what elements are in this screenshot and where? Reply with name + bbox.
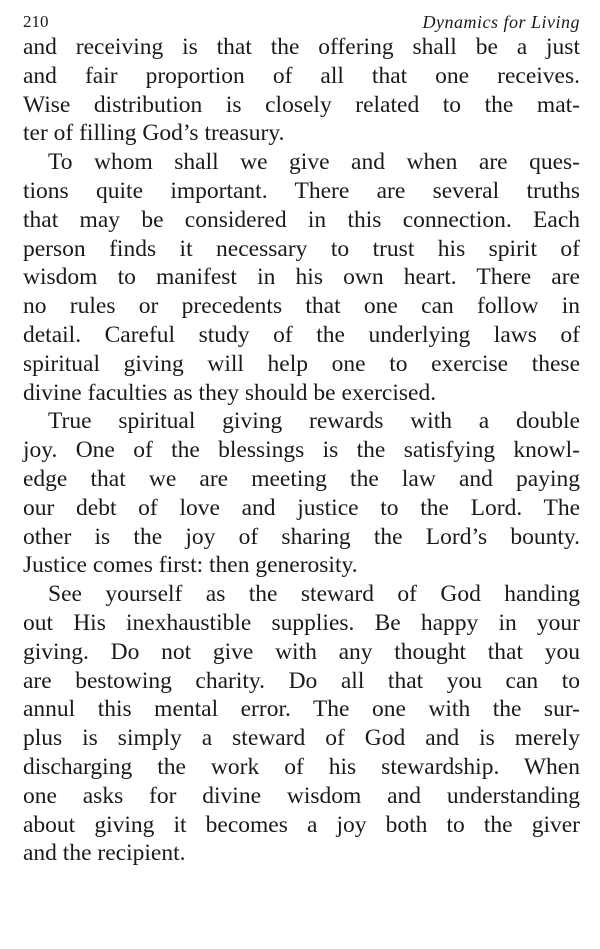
page-number: 210: [23, 12, 49, 31]
text-line: plus is simply a steward of God and is merely: [23, 725, 580, 752]
text-line: See yourself as the steward of God handing: [48, 581, 580, 608]
text-line: To whom shall we give and when are ques-: [48, 149, 580, 176]
text-line: divine faculties as they should be exercised.: [23, 379, 437, 406]
text-line: edge that we are meeting the law and paying: [23, 465, 580, 492]
paragraph: [23, 33, 580, 148]
text-line: wisdom to manifest in his own heart. There are: [23, 264, 580, 291]
text-line: annul this mental error. The one with the sur-: [23, 696, 580, 723]
text-line: and receiving is that the offering shall be a just: [23, 34, 580, 60]
text-line: True spiritual giving rewards with a double: [48, 408, 580, 435]
text-line: and the recipient.: [23, 840, 186, 867]
text-line: and fair proportion of all that one receives.: [23, 62, 580, 89]
text-line: one asks for divine wisdom and understanding: [23, 782, 580, 809]
text-line: other is the joy of sharing the Lord’s bounty.: [23, 523, 580, 550]
text-line: no rules or precedents that one can follow in: [23, 293, 580, 320]
text-line: ter of filling God’s treasury.: [23, 120, 285, 147]
text-line: tions quite important. There are several truths: [23, 177, 580, 204]
text-line: giving. Do not give with any thought that you: [23, 638, 580, 665]
text-line: detail. Careful study of the underlying laws of: [23, 321, 580, 348]
text-line: joy. One of the blessings is the satisfying knowl-: [23, 437, 580, 464]
page-body: [23, 33, 580, 868]
text-line: discharging the work of his stewardship. When: [23, 753, 580, 780]
running-title: Dynamics for Living: [422, 12, 580, 32]
text-line: Justice comes first: then generosity.: [23, 552, 358, 579]
text-line: person finds it necessary to trust his spirit of: [23, 235, 580, 262]
text-line: Wise distribution is closely related to the mat-: [23, 91, 580, 118]
text-line: out His inexhaustible supplies. Be happy in your: [23, 609, 580, 636]
paragraph: [23, 148, 580, 407]
paragraph: [23, 580, 580, 868]
text-line: about giving it becomes a joy both to the giver: [23, 811, 580, 838]
text-line: spiritual giving will help one to exercise these: [23, 350, 580, 377]
text-line: our debt of love and justice to the Lord. The: [23, 494, 580, 521]
paragraph: [23, 407, 580, 580]
text-line: that may be considered in this connection. Each: [23, 206, 580, 233]
text-line: are bestowing charity. Do all that you can to: [23, 667, 580, 694]
